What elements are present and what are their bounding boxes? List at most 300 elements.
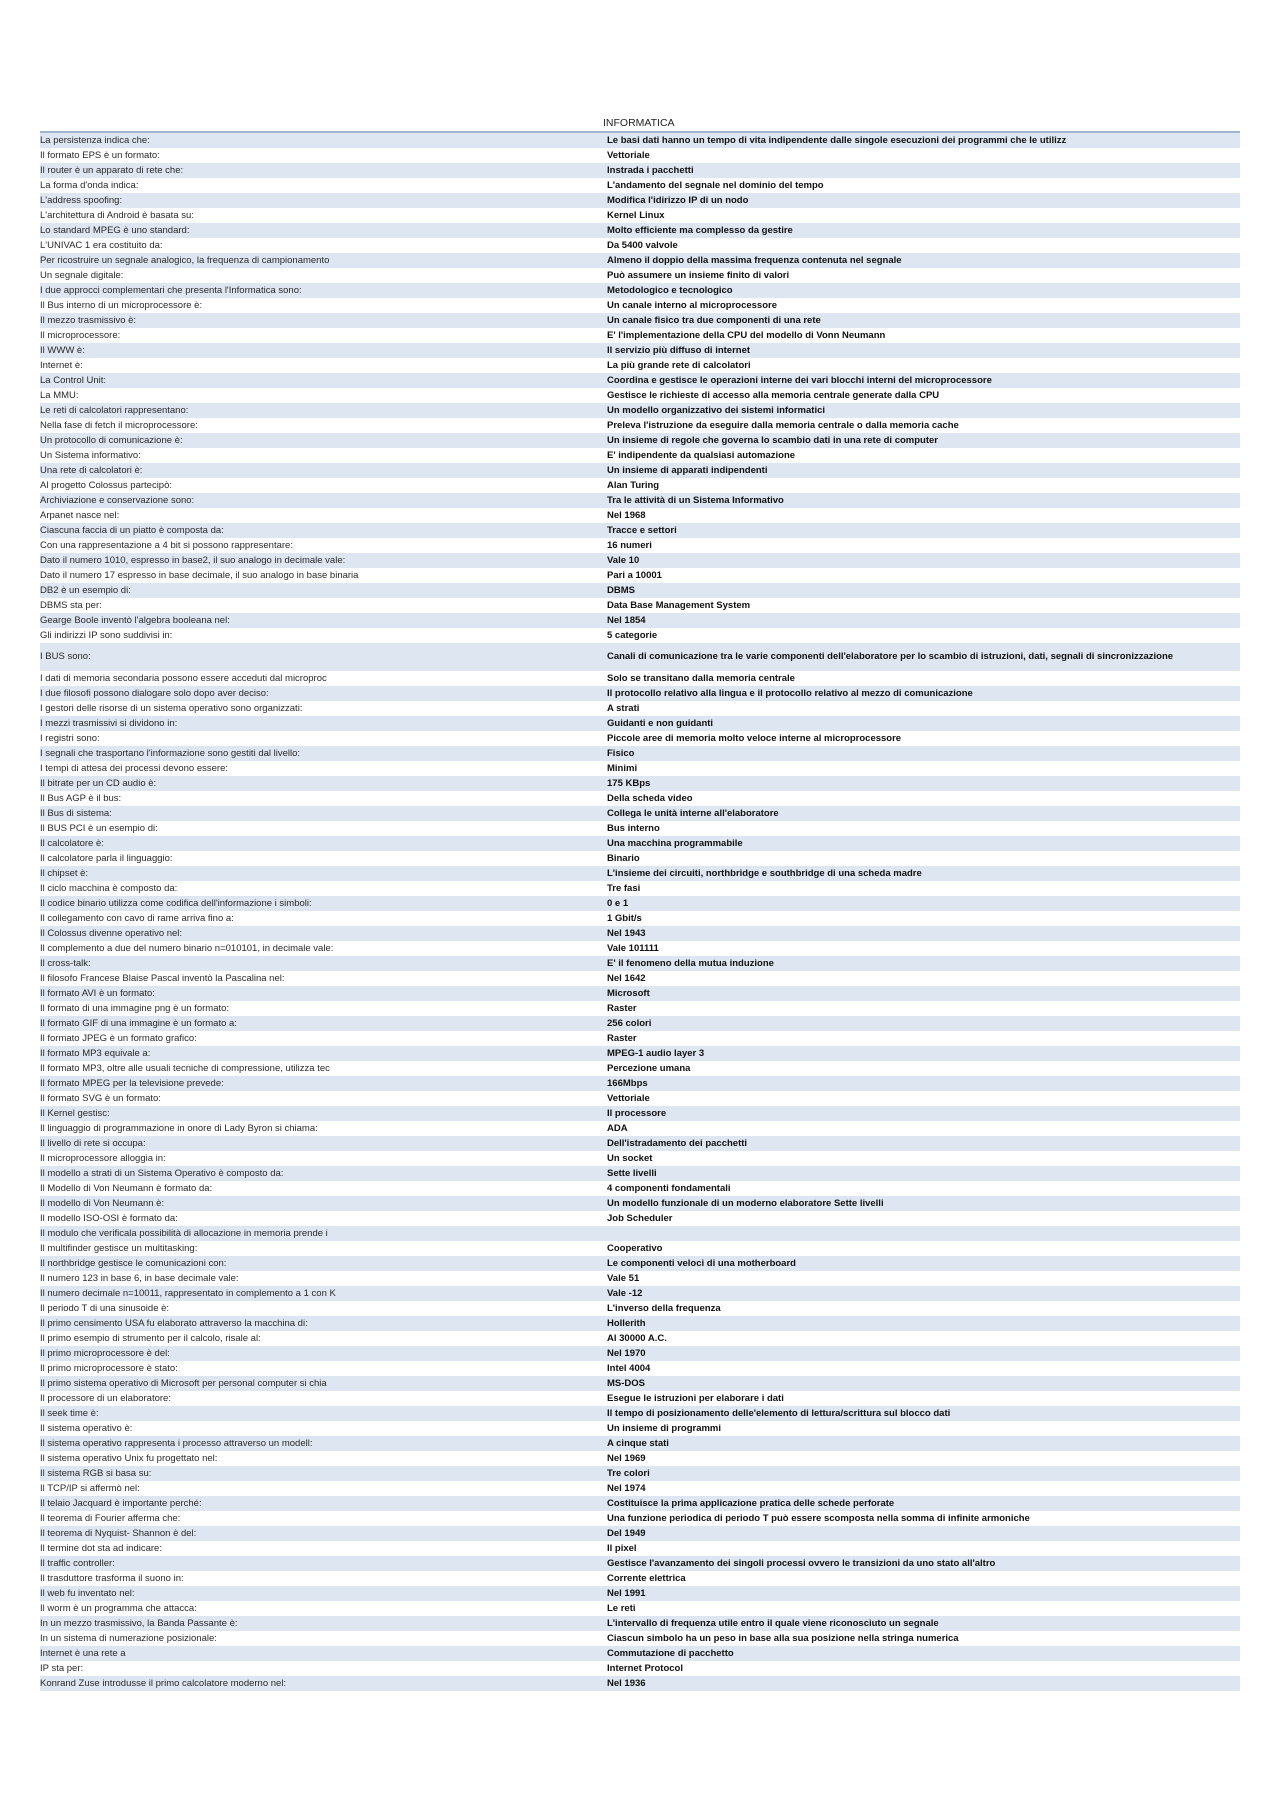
question-cell: Il cross-talk: <box>40 958 91 969</box>
question-cell: La persistenza indica che: <box>40 135 150 146</box>
table-row <box>40 686 1240 701</box>
answer-cell: Il servizio più diffuso di internet <box>607 345 751 356</box>
question-cell: Il microprocessore alloggia in: <box>40 1153 166 1164</box>
answer-cell: Della scheda video <box>607 793 693 804</box>
answer-cell: Le basi dati hanno un tempo di vita indipendente dalle singole esecuzioni dei programmi che le utilizz <box>607 135 1067 146</box>
answer-cell: Tracce e settori <box>607 525 677 536</box>
question-cell: Il sistema RGB si basa su: <box>40 1468 152 1479</box>
question-cell: In un sistema di numerazione posizionale: <box>40 1633 217 1644</box>
answer-cell: Intel 4004 <box>607 1363 651 1374</box>
question-cell: Il ciclo macchina è composto da: <box>40 883 178 894</box>
question-cell: Il modello a strati di un Sistema Operativo è composto da: <box>40 1168 284 1179</box>
answer-cell: 256 colori <box>607 1018 652 1029</box>
table-row <box>40 1436 1240 1451</box>
question-cell: Il chipset è: <box>40 868 89 879</box>
table-row <box>40 1256 1240 1271</box>
question-cell: Il traffic controller: <box>40 1558 115 1569</box>
answer-cell: Job Scheduler <box>607 1213 673 1224</box>
answer-cell: 4 componenti fondamentali <box>607 1183 731 1194</box>
table-row <box>40 628 1240 643</box>
question-cell: Il formato JPEG è un formato grafico: <box>40 1033 197 1044</box>
answer-cell: Vale 101111 <box>607 943 659 954</box>
answer-cell: Vettoriale <box>607 150 650 161</box>
table-row <box>40 1406 1240 1421</box>
table-row <box>40 478 1240 493</box>
answer-cell: Nel 1991 <box>607 1588 646 1599</box>
answer-cell: Gestisce l'avanzamento dei singoli processi ovvero le transizioni da uno stato all'altro <box>607 1558 996 1569</box>
question-cell: I segnali che trasportano l'informazione sono gestiti dal livello: <box>40 748 301 759</box>
question-cell: Un segnale digitale: <box>40 270 124 281</box>
question-cell: Il primo censimento USA fu elaborato attraverso la macchina di: <box>40 1318 308 1329</box>
question-cell: I due approcci complementari che presenta l'Informatica sono: <box>40 285 302 296</box>
table-row <box>40 791 1240 806</box>
answer-cell: DBMS <box>607 585 635 596</box>
table-row <box>40 1331 1240 1346</box>
table-row <box>40 313 1240 328</box>
answer-cell: L'intervallo di frequenza utile entro il quale viene riconosciuto un segnale <box>607 1618 939 1629</box>
answer-cell: E' l'implementazione della CPU del modello di Vonn Neumann <box>607 330 886 341</box>
answer-cell: Una funzione periodica di periodo T può essere scomposta nella somma di infinite armoniche <box>607 1513 1030 1524</box>
question-cell: I tempi di attesa dei processi devono essere: <box>40 763 228 774</box>
question-cell: Il Bus di sistema: <box>40 808 112 819</box>
question-cell: Internet è una rete a <box>40 1648 126 1659</box>
table-row <box>40 1046 1240 1061</box>
answer-cell: MPEG-1 audio layer 3 <box>607 1048 705 1059</box>
answer-cell: Corrente elettrica <box>607 1573 686 1584</box>
question-cell: Il Bus interno di un microprocessore è: <box>40 300 203 311</box>
answer-cell: Un modello funzionale di un moderno elaboratore Sette livelli <box>607 1198 884 1209</box>
table-row <box>40 1451 1240 1466</box>
question-cell: Il web fu inventato nel: <box>40 1588 135 1599</box>
table-row <box>40 1001 1240 1016</box>
answer-cell: E' indipendente da qualsiasi automazione <box>607 450 796 461</box>
answer-cell: Guidanti e non guidanti <box>607 718 714 729</box>
question-cell: Il formato SVG è un formato: <box>40 1093 161 1104</box>
table-row <box>40 343 1240 358</box>
table-row <box>40 1346 1240 1361</box>
answer-cell: Almeno il doppio della massima frequenza contenuta nel segnale <box>607 255 902 266</box>
table-row <box>40 433 1240 448</box>
question-cell: Il Bus AGP è il bus: <box>40 793 122 804</box>
answer-cell: Sette livelli <box>607 1168 657 1179</box>
question-cell: L'architettura di Android è basata su: <box>40 210 194 221</box>
question-cell: I mezzi trasmissivi si dividono in: <box>40 718 178 729</box>
table-row <box>40 1661 1240 1676</box>
table-row <box>40 1286 1240 1301</box>
table-row <box>40 1586 1240 1601</box>
answer-cell: Molto efficiente ma complesso da gestire <box>607 225 793 236</box>
answer-cell: Un canale interno al microprocessore <box>607 300 778 311</box>
table-row <box>40 776 1240 791</box>
table-row <box>40 1361 1240 1376</box>
question-cell: Il microprocessore: <box>40 330 121 341</box>
table-row <box>40 1556 1240 1571</box>
answer-cell: Può assumere un insieme finito di valori <box>607 270 790 281</box>
table-row <box>40 1196 1240 1211</box>
answer-cell: Nel 1969 <box>607 1453 646 1464</box>
question-cell: La Control Unit: <box>40 375 107 386</box>
table-row <box>40 896 1240 911</box>
answer-cell: Solo se transitano dalla memoria centrale <box>607 673 795 684</box>
answer-cell: Modifica l'idirizzo IP di un nodo <box>607 195 749 206</box>
spreadsheet-sheet <box>40 115 1240 1691</box>
table-row <box>40 568 1240 583</box>
answer-cell: Le reti <box>607 1603 636 1614</box>
question-cell: Il formato GIF di una immagine è un formato a: <box>40 1018 237 1029</box>
table-row <box>40 1421 1240 1436</box>
answer-cell: Hollerith <box>607 1318 646 1329</box>
table-row <box>40 1526 1240 1541</box>
question-cell: Il northbridge gestisce le comunicazioni con: <box>40 1258 227 1269</box>
table-row <box>40 1241 1240 1256</box>
table-row <box>40 1601 1240 1616</box>
question-cell: I due filosofi possono dialogare solo dopo aver deciso: <box>40 688 269 699</box>
answer-cell: 175 KBps <box>607 778 651 789</box>
answer-cell: Cooperativo <box>607 1243 663 1254</box>
answer-cell: L'inverso della frequenza <box>607 1303 721 1314</box>
answer-cell: Un insieme di programmi <box>607 1423 722 1434</box>
qa-table <box>40 131 1240 1691</box>
question-cell: Il processore di un elaboratore: <box>40 1393 171 1404</box>
answer-cell: 1 Gbit/s <box>607 913 642 924</box>
answer-cell: Il pixel <box>607 1543 637 1554</box>
table-row <box>40 1511 1240 1526</box>
answer-cell: Raster <box>607 1003 637 1014</box>
question-cell: Il formato di una immagine png è un formato: <box>40 1003 230 1014</box>
question-cell: Il linguaggio di programmazione in onore di Lady Byron si chiama: <box>40 1123 318 1134</box>
question-cell: Il sistema operativo è: <box>40 1423 133 1434</box>
question-cell: Il teorema di Fourier afferma che: <box>40 1513 181 1524</box>
table-row <box>40 851 1240 866</box>
table-row <box>40 493 1240 508</box>
table-row <box>40 1376 1240 1391</box>
answer-cell: Gestisce le richieste di accesso alla memoria centrale generate dalla CPU <box>607 390 940 401</box>
answer-cell: Vale 10 <box>607 555 640 566</box>
question-cell: Il formato MPEG per la televisione prevede: <box>40 1078 224 1089</box>
table-row <box>40 208 1240 223</box>
question-cell: Il primo microprocessore è stato: <box>40 1363 178 1374</box>
question-cell: Il calcolatore parla il linguaggio: <box>40 853 173 864</box>
table-row <box>40 1121 1240 1136</box>
table-row <box>40 1211 1240 1226</box>
question-cell: Il WWW è: <box>40 345 85 356</box>
table-row <box>40 1061 1240 1076</box>
table-row <box>40 866 1240 881</box>
table-row <box>40 1631 1240 1646</box>
table-row <box>40 1481 1240 1496</box>
question-cell: Internet è: <box>40 360 83 371</box>
question-cell: Un protocollo di comunicazione è: <box>40 435 183 446</box>
question-cell: Il collegamento con cavo di rame arriva fino a: <box>40 913 234 924</box>
question-cell: Il codice binario utilizza come codifica dell'informazione i simboli: <box>40 898 312 909</box>
table-row <box>40 671 1240 686</box>
table-row <box>40 971 1240 986</box>
answer-cell: Un modello organizzativo dei sistemi informatici <box>607 405 826 416</box>
table-row <box>40 956 1240 971</box>
answer-cell: 166Mbps <box>607 1078 648 1089</box>
question-cell: Il Kernel gestisc: <box>40 1108 110 1119</box>
question-cell: Con una rappresentazione a 4 bit si possono rappresentare: <box>40 540 293 551</box>
answer-cell: Tre fasi <box>607 883 641 894</box>
table-row <box>40 643 1240 671</box>
table-row <box>40 163 1240 178</box>
question-cell: Il Colossus divenne operativo nel: <box>40 928 183 939</box>
answer-cell: A cinque stati <box>607 1438 669 1449</box>
answer-cell: Il processore <box>607 1108 667 1119</box>
table-row <box>40 1076 1240 1091</box>
table-row <box>40 448 1240 463</box>
question-cell: Il numero decimale n=10011, rappresentato in complemento a 1 con K <box>40 1288 336 1299</box>
table-row <box>40 133 1240 148</box>
sheet-title: INFORMATICA <box>603 117 675 129</box>
table-row <box>40 1466 1240 1481</box>
answer-cell: Binario <box>607 853 640 864</box>
answer-cell: Coordina e gestisce le operazioni interne dei vari blocchi interni del microprocessore <box>607 375 992 386</box>
answer-cell: Dell'istradamento dei pacchetti <box>607 1138 748 1149</box>
table-row <box>40 1316 1240 1331</box>
table-row <box>40 223 1240 238</box>
table-row <box>40 328 1240 343</box>
question-cell: Il telaio Jacquard è importante perché: <box>40 1498 202 1509</box>
question-cell: DBMS sta per: <box>40 600 102 611</box>
question-cell: Lo standard MPEG è uno standard: <box>40 225 190 236</box>
question-cell: Il router è un apparato di rete che: <box>40 165 184 176</box>
table-row <box>40 926 1240 941</box>
table-row <box>40 358 1240 373</box>
answer-cell: Preleva l'istruzione da eseguire dalla memoria centrale o dalla memoria cache <box>607 420 959 431</box>
question-cell: Il formato MP3 equivale a: <box>40 1048 151 1059</box>
table-row <box>40 1496 1240 1511</box>
answer-cell: Alan Turing <box>607 480 660 491</box>
answer-cell: Tra le attività di un Sistema Informativo <box>607 495 784 506</box>
question-cell: Il periodo T di una sinusoide è: <box>40 1303 170 1314</box>
answer-cell: L'andamento del segnale nel dominio del tempo <box>607 180 824 191</box>
answer-cell: Fisico <box>607 748 635 759</box>
question-cell: Il modello di Von Neumann è: <box>40 1198 165 1209</box>
table-row <box>40 418 1240 433</box>
question-cell: La forma d'onda indica: <box>40 180 139 191</box>
answer-cell: Da 5400 valvole <box>607 240 678 251</box>
table-row <box>40 373 1240 388</box>
table-row <box>40 761 1240 776</box>
question-cell: Un Sistema informativo: <box>40 450 141 461</box>
table-row <box>40 1676 1240 1691</box>
table-row <box>40 148 1240 163</box>
question-cell: Il worm è un programma che attacca: <box>40 1603 197 1614</box>
table-row <box>40 1106 1240 1121</box>
table-row <box>40 598 1240 613</box>
answer-cell: Il tempo di posizionamento delle'elemento di lettura/scrittura sul blocco dati <box>607 1408 951 1419</box>
answer-cell: Instrada i pacchetti <box>607 165 694 176</box>
table-row <box>40 1166 1240 1181</box>
answer-cell: Nel 1943 <box>607 928 646 939</box>
question-cell: Per ricostruire un segnale analogico, la frequenza di campionamento <box>40 255 330 266</box>
answer-cell: Pari a 10001 <box>607 570 662 581</box>
question-cell: Il multifinder gestisce un multitasking: <box>40 1243 198 1254</box>
question-cell: I BUS sono: <box>40 651 91 662</box>
answer-cell: Vettoriale <box>607 1093 650 1104</box>
answer-cell: L'insieme dei circuiti, northbridge e southbridge di una scheda madre <box>607 868 922 879</box>
answer-cell: Nel 1974 <box>607 1483 646 1494</box>
table-row <box>40 193 1240 208</box>
answer-cell: Vale -12 <box>607 1288 643 1299</box>
table-row <box>40 1091 1240 1106</box>
question-cell: Una rete di calcolatori è: <box>40 465 143 476</box>
question-cell: Il livello di rete si occupa: <box>40 1138 146 1149</box>
question-cell: Dato il numero 1010, espresso in base2, il suo analogo in decimale vale: <box>40 555 346 566</box>
table-row <box>40 268 1240 283</box>
table-row <box>40 1616 1240 1631</box>
question-cell: Gli indirizzi IP sono suddivisi in: <box>40 630 173 641</box>
table-row <box>40 986 1240 1001</box>
table-row <box>40 1181 1240 1196</box>
answer-cell: Nel 1968 <box>607 510 646 521</box>
question-cell: Il primo sistema operativo di Microsoft per personal computer si chia <box>40 1378 327 1389</box>
question-cell: Il modulo che verificala possibilità di allocazione in memoria prende i <box>40 1228 328 1239</box>
answer-cell: Collega le unità interne all'elaboratore <box>607 808 779 819</box>
answer-cell: Al 30000 A.C. <box>607 1333 667 1344</box>
question-cell: Il modello ISO-OSI è formato da: <box>40 1213 178 1224</box>
question-cell: Il calcolatore è: <box>40 838 104 849</box>
question-cell: Arpanet nasce nel: <box>40 510 120 521</box>
table-row <box>40 881 1240 896</box>
table-row <box>40 523 1240 538</box>
question-cell: Nella fase di fetch il microprocessore: <box>40 420 198 431</box>
answer-cell: Tre colori <box>607 1468 650 1479</box>
answer-cell: Esegue le istruzioni per elaborare i dati <box>607 1393 784 1404</box>
question-cell: Il primo microprocessore è del: <box>40 1348 170 1359</box>
answer-cell: Le componenti veloci di una motherboard <box>607 1258 796 1269</box>
question-cell: Il formato MP3, oltre alle usuali tecniche di compressione, utilizza tec <box>40 1063 330 1074</box>
table-row <box>40 1136 1240 1151</box>
question-cell: Il sistema operativo Unix fu progettato nel: <box>40 1453 218 1464</box>
table-row <box>40 701 1240 716</box>
table-row <box>40 1541 1240 1556</box>
answer-cell: Piccole aree di memoria molto veloce interne al microprocessore <box>607 733 902 744</box>
answer-cell: Un insieme di apparati indipendenti <box>607 465 768 476</box>
table-row <box>40 403 1240 418</box>
question-cell: Il TCP/IP si affermò nel: <box>40 1483 140 1494</box>
answer-cell: Bus interno <box>607 823 660 834</box>
answer-cell: Raster <box>607 1033 637 1044</box>
question-cell: IP sta per: <box>40 1663 84 1674</box>
table-row <box>40 1571 1240 1586</box>
question-cell: Il formato AVI è un formato: <box>40 988 155 999</box>
question-cell: Archiviazione e conservazione sono: <box>40 495 195 506</box>
question-cell: Il trasduttore trasforma il suono in: <box>40 1573 184 1584</box>
table-row <box>40 253 1240 268</box>
table-row <box>40 1226 1240 1241</box>
answer-cell: Microsoft <box>607 988 650 999</box>
answer-cell: MS-DOS <box>607 1378 645 1389</box>
table-row <box>40 1646 1240 1661</box>
answer-cell: 16 numeri <box>607 540 652 551</box>
answer-cell: Data Base Management System <box>607 600 751 611</box>
question-cell: I dati di memoria secondaria possono essere acceduti dal microproc <box>40 673 327 684</box>
answer-cell: Kernel Linux <box>607 210 665 221</box>
question-cell: Il numero 123 in base 6, in base decimale vale: <box>40 1273 239 1284</box>
question-cell: Il BUS PCI è un esempio di: <box>40 823 158 834</box>
table-row <box>40 1271 1240 1286</box>
question-cell: Il filosofo Francese Blaise Pascal inventò la Pascalina nel: <box>40 973 285 984</box>
table-row <box>40 388 1240 403</box>
answer-cell: Ciascun simbolo ha un peso in base alla sua posizione nella stringa numerica <box>607 1633 959 1644</box>
table-row <box>40 731 1240 746</box>
table-row <box>40 1031 1240 1046</box>
question-cell: Il termine dot sta ad indicare: <box>40 1543 162 1554</box>
question-cell: Il Modello di Von Neumann è formato da: <box>40 1183 213 1194</box>
table-row <box>40 716 1240 731</box>
question-cell: Il complemento a due del numero binario n=010101, in decimale vale: <box>40 943 334 954</box>
table-row <box>40 583 1240 598</box>
answer-cell: Nel 1854 <box>607 615 646 626</box>
question-cell: In un mezzo trasmissivo, la Banda Passante è: <box>40 1618 238 1629</box>
answer-cell: Minimi <box>607 763 638 774</box>
answer-cell: Il protocollo relativo alla lingua e il protocollo relativo al mezzo di comunicazione <box>607 688 973 699</box>
answer-cell: Un socket <box>607 1153 653 1164</box>
question-cell: L'address spoofing: <box>40 195 123 206</box>
answer-cell: Costituisce la prima applicazione pratica delle schede perforate <box>607 1498 895 1509</box>
table-row <box>40 911 1240 926</box>
table-row <box>40 1016 1240 1031</box>
table-row <box>40 298 1240 313</box>
question-cell: L'UNIVAC 1 era costituito da: <box>40 240 163 251</box>
answer-cell: Vale 51 <box>607 1273 640 1284</box>
answer-cell: Un canale fisico tra due componenti di una rete <box>607 315 821 326</box>
answer-cell: ADA <box>607 1123 628 1134</box>
question-cell: I gestori delle risorse di un sistema operativo sono organizzati: <box>40 703 303 714</box>
answer-cell <box>607 1226 1240 1241</box>
question-cell: Il formato EPS è un formato: <box>40 150 160 161</box>
table-row <box>40 941 1240 956</box>
answer-cell: 5 categorie <box>607 630 658 641</box>
question-cell: La MMU: <box>40 390 79 401</box>
answer-cell: Commutazione di pacchetto <box>607 1648 734 1659</box>
question-cell: Dato il numero 17 espresso in base decimale, il suo analogo in base binaria <box>40 570 359 581</box>
table-row <box>40 283 1240 298</box>
question-cell: Il seek time è: <box>40 1408 99 1419</box>
answer-cell: Del 1949 <box>607 1528 646 1539</box>
answer-cell: Nel 1642 <box>607 973 646 984</box>
question-cell: I registri sono: <box>40 733 100 744</box>
question-cell: Il primo esempio di strumento per il calcolo, risale al: <box>40 1333 261 1344</box>
answer-cell: Un insieme di regole che governa lo scambio dati in una rete di computer <box>607 435 938 446</box>
answer-cell: 0 e 1 <box>607 898 629 909</box>
question-cell: Ciascuna faccia di un piatto è composta da: <box>40 525 224 536</box>
table-row <box>40 508 1240 523</box>
table-row <box>40 613 1240 628</box>
table-row <box>40 746 1240 761</box>
table-row <box>40 178 1240 193</box>
question-cell: Il bitrate per un CD audio è: <box>40 778 157 789</box>
table-row <box>40 463 1240 478</box>
question-cell: Konrand Zuse introdusse il primo calcolatore moderno nel: <box>40 1678 287 1689</box>
table-row <box>40 821 1240 836</box>
answer-cell: La più grande rete di calcolatori <box>607 360 751 371</box>
answer-cell: Metodologico e tecnologico <box>607 285 733 296</box>
table-row <box>40 806 1240 821</box>
question-cell: Il sistema operativo rappresenta i processo attraverso un modell: <box>40 1438 313 1449</box>
answer-cell: A strati <box>607 703 640 714</box>
answer-cell: Una macchina programmabile <box>607 838 743 849</box>
table-row <box>40 1391 1240 1406</box>
table-row <box>40 1301 1240 1316</box>
table-row <box>40 553 1240 568</box>
question-cell: Gearge Boole inventò l'algebra booleana nel: <box>40 615 230 626</box>
answer-cell: Canali di comunicazione tra le varie componenti dell'elaboratore per lo scambio di istruzioni, dati, segnali di sincronizzazione <box>607 651 1174 662</box>
answer-cell: Percezione umana <box>607 1063 691 1074</box>
question-cell: Le reti di calcolatori rappresentano: <box>40 405 189 416</box>
